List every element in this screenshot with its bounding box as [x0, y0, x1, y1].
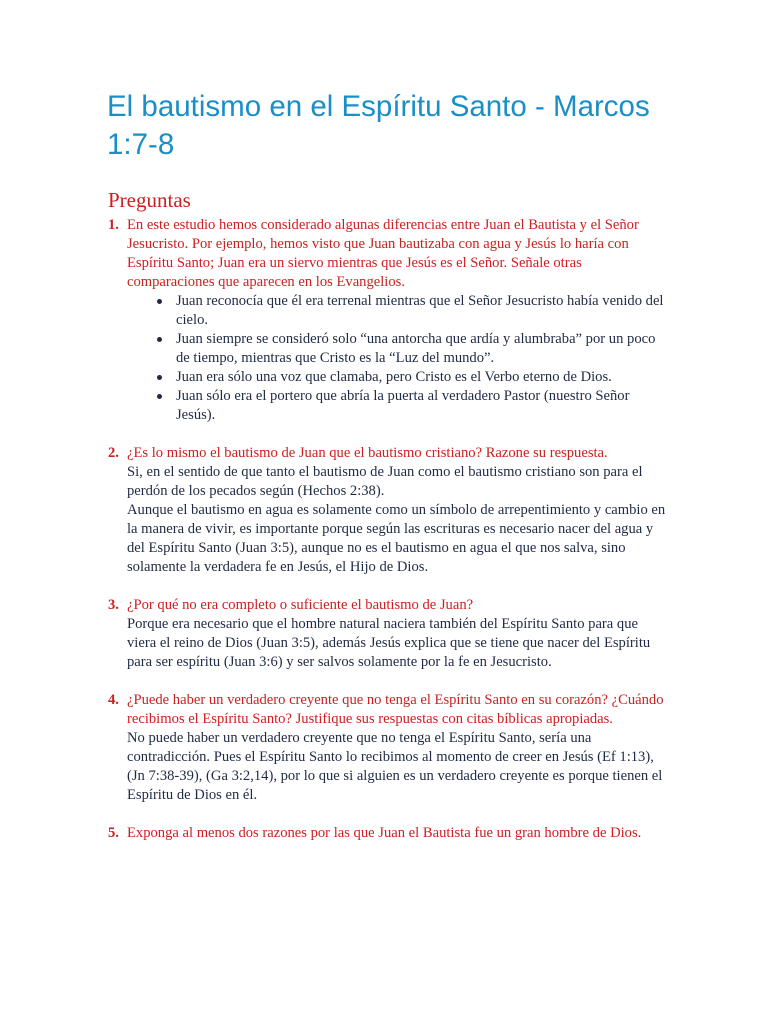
answer-bullet-text: Juan sólo era el portero que abría la puerta al verdadero Pastor (nuestro Señor Jesús).	[176, 388, 630, 423]
bullet-icon	[157, 299, 162, 304]
answer-bullet-text: Juan siempre se consideró solo “una antorcha que ardía y alumbraba” por un poco de tiempo, mientras que Cristo es la “Luz del mundo”.	[176, 331, 656, 366]
question-text: ¿Puede haber un verdadero creyente que no tenga el Espíritu Santo en su corazón? ¿Cuándo recibimos el Espíritu Santo? Justifique sus respuestas con citas bíblicas apropiadas.	[127, 692, 664, 727]
question-number: 4.	[108, 692, 119, 708]
question-number: 3.	[108, 597, 119, 613]
answer-bullet	[157, 330, 668, 368]
answer-paragraph: No puede haber un verdadero creyente que no tenga el Espíritu Santo, sería una contradicción. Pues el Espíritu Santo lo recibimos al momento de creer en Jesús (Ef 1:13), (Jn 7:38-39), (Ga 3:2,14), por lo que si alguien es un verdadero creyente es porque tienen el Espíritu de Dios en él.	[127, 730, 663, 803]
answer-paragraph: Si, en el sentido de que tanto el bautismo de Juan como el bautismo cristiano son para el perdón de los pecados según (Hechos 2:38).	[127, 464, 643, 499]
question-number: 5.	[108, 825, 119, 841]
question-text: En este estudio hemos considerado algunas diferencias entre Juan el Bautista y el Señor Jesucristo. Por ejemplo, hemos visto que Juan bautizaba con agua y Jesús lo haría con Espíritu Santo; Juan era un siervo mientras que Jesús es el Señor. Señale otras comparaciones que aparecen en los Evangelios.	[127, 217, 639, 290]
question-item-2	[108, 444, 668, 577]
section-heading: Preguntas	[108, 188, 191, 212]
question-text: ¿Por qué no era completo o suficiente el bautismo de Juan?	[127, 597, 474, 613]
question-text: ¿Es lo mismo el bautismo de Juan que el bautismo cristiano? Razone su respuesta.	[127, 445, 608, 461]
page-title: El bautismo en el Espíritu Santo - Marcos 1:7-8	[107, 90, 650, 161]
bullet-icon	[157, 337, 162, 342]
question-item-4	[108, 691, 668, 805]
question-number: 2.	[108, 445, 119, 461]
answer-bullet-text: Juan reconocía que él era terrenal mientras que el Señor Jesucristo había venido del cielo.	[176, 293, 664, 328]
answer-bullet	[157, 368, 668, 387]
bullet-icon	[157, 394, 162, 399]
question-item-1	[108, 216, 668, 425]
answer-bullet	[157, 292, 668, 330]
bullet-icon	[157, 375, 162, 380]
answer-bullet-list	[127, 292, 668, 425]
question-text: Exponga al menos dos razones por las que Juan el Bautista fue un gran hombre de Dios.	[127, 825, 642, 841]
answer-bullet-text: Juan era sólo una voz que clamaba, pero Cristo es el Verbo eterno de Dios.	[176, 369, 612, 385]
answer-paragraph: Porque era necesario que el hombre natural naciera también del Espíritu Santo para que viera el reino de Dios (Juan 3:5), además Jesús explica que se tiene que nacer del Espíritu para ser espíritu (Juan 3:6) y ser salvos solamente por la fe en Jesucristo.	[127, 616, 651, 670]
question-item-5	[108, 824, 668, 843]
question-item-3	[108, 596, 668, 672]
question-list	[108, 216, 668, 862]
answer-bullet	[157, 387, 668, 425]
answer-paragraph: Aunque el bautismo en agua es solamente como un símbolo de arrepentimiento y cambio en la manera de vivir, es importante porque según las escrituras es necesario nacer del agua y del Espíritu Santo (Juan 3:5), aunque no es el bautismo en agua el que nos salva, sino solamente la verdadera fe en Jesús, el Hijo de Dios.	[127, 502, 666, 575]
question-number: 1.	[108, 217, 119, 233]
